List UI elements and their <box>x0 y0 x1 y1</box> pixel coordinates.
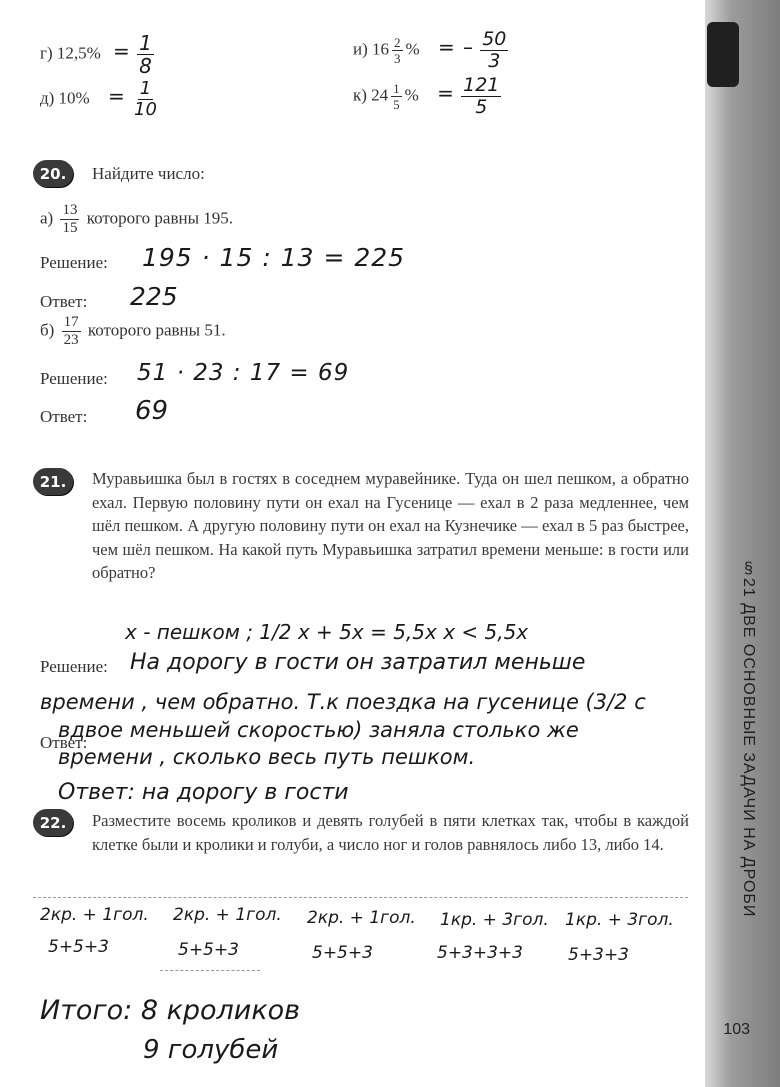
task-21-badge: 21. <box>33 468 73 495</box>
item-i-label: и) 16 <box>353 39 390 59</box>
item-i-pct: % <box>405 39 420 59</box>
task-21-solution-line-2: времени , чем обратно. Т.к поездка на гусенице (3/2 с <box>40 690 646 714</box>
cage-4-bottom: 5+3+3+3 <box>437 943 523 963</box>
task-20-a-answer-label: Ответ: <box>40 292 88 311</box>
task-20-b-label: б) <box>40 320 55 340</box>
cages-bottom-border <box>160 970 260 971</box>
task-20-a-answer: 225 <box>130 282 178 311</box>
task-20-a-num: 13 <box>62 202 78 218</box>
cage-2-bottom: 5+5+3 <box>178 940 239 960</box>
item-i-eq: = <box>437 35 455 60</box>
task-21-solution-line-1: На дорогу в гости он затратил меньше <box>130 650 586 675</box>
item-g-label: г) 12,5% <box>40 43 101 63</box>
task-20-b-num: 17 <box>63 314 79 330</box>
task-21-hand-answer: Ответ: на дорогу в гости <box>58 780 349 805</box>
cage-3-top: 2кр. + 1гол. <box>307 908 416 928</box>
cages-top-border <box>33 897 688 898</box>
item-d-den: 10 <box>134 99 157 120</box>
item-i-mixed <box>392 36 403 65</box>
task-20-a-label: а) <box>40 208 54 228</box>
task-21-solution-line-3: вдвое меньшей скоростью) заняла столько же <box>58 718 579 742</box>
task-21-solution-line-4: времени , сколько весь путь пешком. <box>58 745 476 769</box>
item-g-fraction <box>137 33 154 76</box>
task-20-b-den: 23 <box>63 332 79 348</box>
item-k-pct: % <box>404 85 419 105</box>
item-k-num: 121 <box>463 74 500 96</box>
item-k-mixed-den: 5 <box>393 97 400 112</box>
item-k-mixed-num: 1 <box>393 81 400 96</box>
task-20-b-solution-label: Решение: <box>40 369 108 388</box>
task-20-b-fraction <box>62 315 81 348</box>
task-20-b <box>40 315 226 348</box>
task-22-badge: 22. <box>33 809 73 836</box>
item-d-fraction <box>132 80 159 119</box>
cage-2-top: 2кр. + 1гол. <box>173 905 282 925</box>
task-20-title: Найдите число: <box>92 164 205 183</box>
cage-3-bottom: 5+5+3 <box>312 943 373 963</box>
task-20-a <box>40 203 233 236</box>
task-21-solution-label: Решение: <box>40 657 108 676</box>
item-i-num: 50 <box>482 28 507 50</box>
task-20-b-answer: 69 <box>135 396 169 426</box>
item-k-eq: = <box>437 81 454 106</box>
task-20-a-text: которого равны 195. <box>86 208 233 228</box>
cage-4-top: 1кр. + 3гол. <box>440 910 549 930</box>
task-21-formula: x - пешком ; 1/2 x + 5x = 5,5x x < 5,5x <box>125 620 529 644</box>
item-k-den: 5 <box>475 96 488 118</box>
item-k <box>353 76 504 117</box>
task-21-text: Муравьишка был в гостях в соседнем муравейнике. Туда он шел пешком, а обратно ехал. Первую половину пути он ехал на Гусенице — ехал в 2 раза медленнее, чем шёл пешком. А другую половину пути он ехал на Кузнечике — ехал в 5 раз быстрее, чем шёл пешком. На какой путь Муравьишка затратил времени меньше: в гости или обратно? <box>92 469 689 582</box>
total-line-2: 9 голубей <box>143 1035 279 1065</box>
cage-1-bottom: 5+5+3 <box>48 937 109 957</box>
task-20-b-text: которого равны 51. <box>87 320 226 340</box>
item-d <box>40 80 162 119</box>
total-line-1: Итого: 8 кроликов <box>40 995 301 1026</box>
task-20-a-den: 15 <box>62 220 78 236</box>
item-i-den: 3 <box>488 50 501 72</box>
task-20-badge: 20. <box>33 160 73 187</box>
task-20-a-solution: 195 · 15 : 13 = 225 <box>142 243 406 272</box>
chapter-tab <box>707 22 739 87</box>
cage-5-bottom: 5+3+3 <box>568 945 629 965</box>
item-k-fraction <box>461 76 501 117</box>
item-i-mixed-num: 2 <box>394 35 401 50</box>
item-i: и) 16 $\frac{2}{3}$ % = – $\frac{50}{3}$ <box>353 28 507 72</box>
item-k-mixed <box>391 82 402 111</box>
item-d-label: д) 10% <box>40 88 90 108</box>
section-title: §21 ДВЕ ОСНОВНЫЕ ЗАДАЧИ НА ДРОБИ <box>740 560 757 918</box>
task-20-a-solution-label: Решение: <box>40 253 108 272</box>
task-20-a-fraction <box>60 203 79 236</box>
item-k-label: к) 24 <box>353 85 389 105</box>
item-g-eq: = <box>113 39 130 64</box>
item-d-num: 1 <box>139 78 152 99</box>
side-strip <box>705 0 780 1087</box>
item-i-fraction <box>480 30 508 71</box>
page-number: 103 <box>723 1021 750 1038</box>
task-22-text: Разместите восемь кроликов и девять голубей в пяти клетках так, чтобы в каждой клетке были и кролики и голуби, а число ног и голов равнялось либо 13, либо 14. <box>92 811 689 854</box>
item-d-eq: = <box>107 84 125 109</box>
item-g-den: 8 <box>139 54 152 78</box>
cage-1-top: 2кр. + 1гол. <box>40 905 149 925</box>
cage-5-top: 1кр. + 3гол. <box>565 910 674 930</box>
item-i-mixed-den: 3 <box>394 51 401 66</box>
task-20-b-answer-label: Ответ: <box>40 407 88 426</box>
item-g-num: 1 <box>139 31 152 55</box>
item-g <box>40 33 157 76</box>
task-21-answer-label: Ответ: <box>40 733 88 752</box>
task-20-b-solution: 51 · 23 : 17 = 69 <box>137 360 350 386</box>
